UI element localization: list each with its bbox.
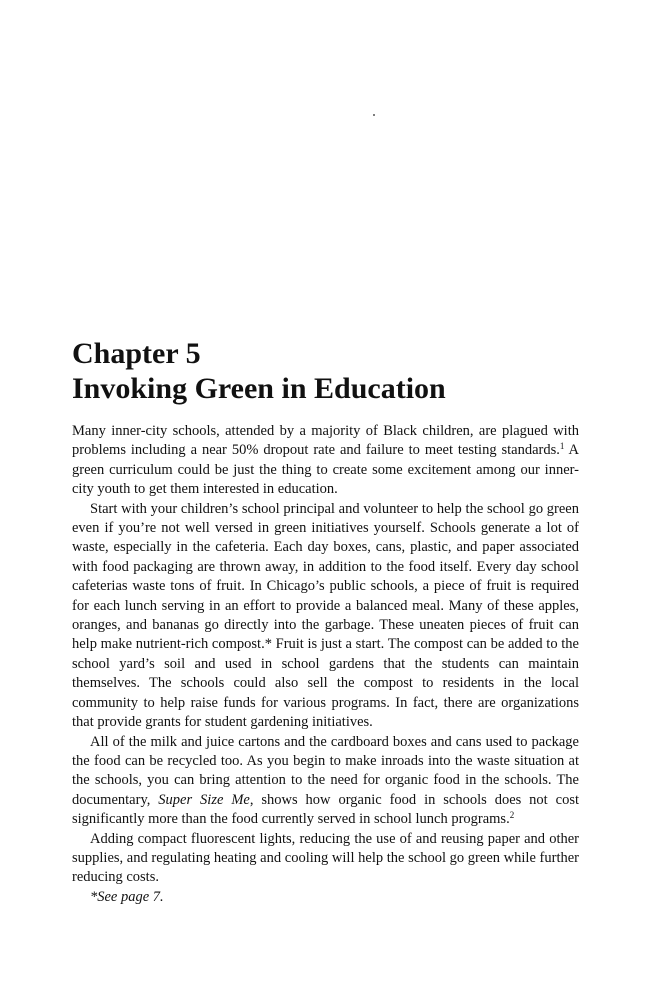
- paragraph-2: Start with your children’s school principal and volunteer to help the school go green even if you’re not well versed in green initiatives yourself. Schools generate a lot of waste, especially in the cafeteria. Each day boxes, cans, plastic, and paper associated with food packaging are thrown away, in addition to the food itself. Every day school cafeterias waste tons of fruit. In Chicago’s public schools, a piece of fruit is required for each lunch serving in an effort to provide a balanced meal. Many of these apples, oranges, and bananas go directly into the garbage. These uneaten pieces of fruit can help make nutrient-rich compost.* Fruit is just a start. The compost can be added to the school yard’s soil and used in school gardens that the students can maintain themselves. The schools could also sell the compost to residents in the local community to help raise funds for various programs. In fact, there are organizations that provide grants for student gardening initiatives.: [72, 500, 579, 731]
- footnote-text: *See page 7.: [90, 888, 164, 905]
- paragraph-3-text-cont: , shows how organic food in schools does not cost significantly more than the food currently served in school lunch programs.: [72, 791, 579, 828]
- paragraph-3-text: All of the milk and juice cartons and the cardboard boxes and cans used to package the food can be recycled too. As you begin to make inroads into the waste situation at the schools, you can bring attention to the need for organic food in the schools. The documentary,: [72, 733, 579, 808]
- film-title: Super Size Me: [158, 791, 250, 808]
- paragraph-4: Adding compact fluorescent lights, reducing the use of and reusing paper and other supplies, and regulating heating and cooling will help the school go green while further reducing costs.: [72, 830, 579, 886]
- scan-speck: [373, 114, 375, 116]
- chapter-heading: [72, 336, 582, 406]
- paragraph-1-text-cont: A green curriculum could be just the thing to create some excitement among our inner-city youth to get them interested in education.: [72, 442, 580, 498]
- paragraph-1-text: Many inner-city schools, attended by a majority of Black children, are plagued with problems including a near 50% dropout rate and failure to meet testing standards.: [72, 423, 579, 459]
- paragraph-3: [72, 733, 579, 830]
- footnote-ref-1: 1: [559, 441, 565, 452]
- footnote: [72, 888, 579, 907]
- chapter-label: Chapter 5: [72, 337, 201, 370]
- chapter-body: [72, 422, 579, 907]
- paragraph-1: [72, 422, 579, 500]
- footnote-ref-2: 2: [509, 810, 515, 821]
- chapter-title: Invoking Green in Education: [72, 372, 446, 405]
